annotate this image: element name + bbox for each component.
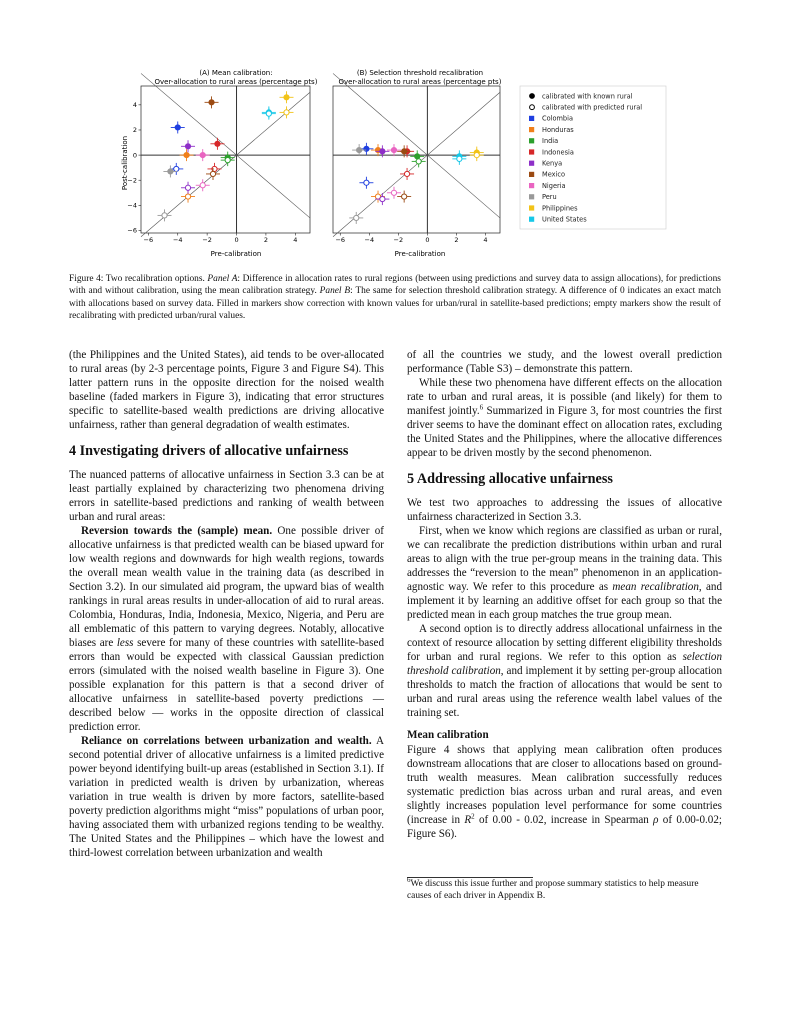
paragraph: A second option is to directly address allocational unfairness in the context of resource allocation by setting different eligibility thresholds for urban and rural regions. We refer to this option as selection threshold calibration, and implement it by setting per-group allocation thresholds to match the fraction of allocations that would be sent to urban and rural areas using the reference wealth label values of the training set. bbox=[407, 623, 722, 719]
y-tick-label: −4 bbox=[127, 201, 137, 210]
data-point-peru bbox=[168, 169, 173, 174]
data-point-indonesia bbox=[215, 141, 220, 146]
panel-a-title: (A) Mean calibration: bbox=[199, 69, 273, 77]
legend-label: Nigeria bbox=[542, 181, 566, 190]
identity-diagonal bbox=[333, 92, 500, 236]
left-column bbox=[69, 348, 384, 860]
data-point-nigeria bbox=[200, 183, 205, 188]
x-tick-label: 0 bbox=[425, 236, 430, 244]
x-tick-label: −2 bbox=[393, 236, 404, 244]
panel-a-subtitle: Over-allocation to rural areas (percentage pts) bbox=[154, 78, 318, 86]
x-tick-label: 2 bbox=[263, 236, 268, 244]
y-tick-label: −6 bbox=[127, 226, 137, 235]
legend-swatch bbox=[529, 194, 534, 199]
data-point-united-states bbox=[266, 111, 271, 116]
paragraph: Figure 4 shows that applying mean calibration often produces downstream allocations that are closer to allocations based on ground-truth wealth measures. Mean calibration successfully reduces systematic prediction bias across urban and rural areas, and even slightly increases population level performance for some countries (increase in $R^2$ of 0.00 - 0.02, increase in Spearman ρ of 0.00-0.02; Figure S6). bbox=[407, 744, 722, 840]
section-heading-4: 4 Investigating drivers of allocative unfairness bbox=[69, 443, 349, 459]
footnote-marker: 6 bbox=[479, 403, 484, 412]
legend-marker bbox=[530, 105, 535, 110]
legend-swatch bbox=[529, 183, 534, 188]
y-tick-label: −2 bbox=[127, 176, 137, 185]
caption-panel-b: Panel B bbox=[319, 286, 351, 297]
caption-panel-a: Panel A bbox=[207, 274, 238, 284]
data-point-nigeria bbox=[200, 153, 205, 158]
x-tick-label: −6 bbox=[335, 236, 346, 244]
x-tick-label: −4 bbox=[172, 236, 183, 244]
x-tick-label: 4 bbox=[483, 236, 488, 244]
legend-label: Peru bbox=[542, 193, 557, 202]
data-point-united-states bbox=[457, 156, 462, 161]
legend-label: Colombia bbox=[542, 114, 573, 123]
data-point-indonesia bbox=[404, 171, 409, 176]
data-point-peru bbox=[357, 147, 362, 152]
legend-label: Indonesia bbox=[542, 148, 574, 157]
legend-label: calibrated with known rural bbox=[542, 92, 633, 101]
data-point-nigeria bbox=[391, 147, 396, 152]
data-point-peru bbox=[162, 213, 167, 218]
paragraph: First, when we know which regions are classified as urban or rural, we can recalibrate the prediction distributions within urban and rural areas to align with the true per-group means in the training data. This addresses the “reversion to the mean” phenomenon in an application-agnostic way. We refer to this procedure as mean recalibration, and implement it by learning an additive offset for each group so that the predicted mean in each group matches the true group mean. bbox=[407, 525, 722, 621]
data-point-honduras bbox=[185, 194, 190, 199]
figure-4-svg bbox=[121, 66, 688, 266]
data-point-kenya bbox=[380, 196, 385, 201]
legend-swatch bbox=[529, 217, 534, 222]
legend-swatch bbox=[529, 172, 534, 177]
panel-b bbox=[333, 73, 500, 244]
data-point-philippines bbox=[284, 110, 289, 115]
y-tick-label: 0 bbox=[132, 151, 137, 160]
figure-caption bbox=[69, 273, 721, 322]
data-point-colombia bbox=[174, 166, 179, 171]
data-point-kenya bbox=[380, 149, 385, 154]
data-point-mexico bbox=[402, 194, 407, 199]
section-heading-5: 5 Addressing allocative unfairness bbox=[407, 471, 613, 487]
run-in-heading: Reliance on correlations between urbanization and wealth. bbox=[81, 735, 372, 747]
run-in-heading: Reversion towards the (sample) mean. bbox=[81, 525, 273, 537]
legend-swatch bbox=[529, 127, 534, 132]
y-axis-label: Post-calibration bbox=[121, 135, 129, 191]
y-tick-label: 2 bbox=[132, 126, 137, 135]
legend-swatch bbox=[529, 161, 534, 166]
caption-text-2: : Difference in allocation rates to rural regions (between using predictions and survey data to assign allocations), for predictions with and without calibration, using the mean calibration strategy. bbox=[69, 274, 721, 297]
data-point-india bbox=[416, 159, 421, 164]
data-point-kenya bbox=[185, 185, 190, 190]
subsection-heading: Mean calibration bbox=[407, 729, 489, 741]
mirror-diagonal bbox=[333, 73, 500, 217]
legend-swatch bbox=[529, 149, 534, 154]
legend-marker bbox=[530, 94, 535, 99]
legend-swatch bbox=[529, 116, 534, 121]
paragraph: (the Philippines and the United States), aid tends to be over-allocated to rural areas (by 2-3 percentage points, Figure 3 and Figure S4). This latter pattern runs in the opposite direction for the noised wealth baseline (faded markers in Figure 3), indicating that error structures specific to satellite-based wealth predictions are driving allocative unfairness, rather than general degradation of wealth estimates. bbox=[69, 349, 384, 431]
legend-label: Mexico bbox=[542, 170, 566, 179]
data-point-philippines bbox=[474, 153, 479, 158]
legend-label: Kenya bbox=[542, 159, 563, 168]
legend-swatch bbox=[529, 205, 534, 210]
figure-4 bbox=[121, 66, 688, 266]
panel-b-title: (B) Selection threshold recalibration bbox=[356, 69, 484, 77]
paragraph: The nuanced patterns of allocative unfairness in Section 3.3 can be at least partially explained by characterizing two phenomena driving errors in satellite-based predictions and ranking of wealth between urban and rural areas: bbox=[69, 469, 384, 523]
data-point-honduras bbox=[184, 153, 189, 158]
footnote: $^6$We discuss this issue further and propose summary statistics to help measure causes of each driver in Appendix B. bbox=[407, 875, 699, 901]
x-tick-label: −4 bbox=[364, 236, 375, 244]
data-point-mexico bbox=[402, 149, 407, 154]
x-tick-label: 2 bbox=[454, 236, 459, 244]
data-point-colombia bbox=[364, 146, 369, 151]
x-tick-label: −6 bbox=[143, 236, 154, 244]
paragraph: Reversion towards the (sample) mean. One possible driver of allocative unfairness is that predicted wealth can be biased upward for low wealth regions and downwards for high wealth regions, towards the overall mean wealth value in the training data (as described in Section 3.2). In our simulated aid program, the upward bias of wealth rankings in rural areas results in under-allocation of aid to rural areas. Colombia, Honduras, India, Indonesia, Mexico, Nigeria, and Peru are all emblematic of this pattern to varying degrees. Notably, allocative biases are less severe for many of these countries with satellite-based errors than would be expected with classical Gaussian prediction errors (simulated with the noised wealth baseline in Figure 3). One possible explanation for this pattern is that a second driver of allocative unfairness in satellite-based poverty predictions — described below — works in the opposite direction of classical prediction error. bbox=[69, 525, 384, 733]
caption-label: Figure 4: bbox=[69, 274, 104, 284]
y-tick-label: 4 bbox=[132, 101, 137, 110]
x-tick-label: 0 bbox=[234, 236, 239, 244]
data-point-nigeria bbox=[391, 190, 396, 195]
data-point-peru bbox=[354, 215, 359, 220]
right-column bbox=[407, 348, 722, 841]
data-point-mexico bbox=[209, 100, 214, 105]
paragraph: Reliance on correlations between urbanization and wealth. A second potential driver of allocative unfairness is a limited predictive power beyond identifying built-up areas (established in Section 3.1). If variation in predicted wealth is driven by urbanization, whereas variation in true wealth is driven by more factors, satellite-based poverty prediction algorithms might “miss” populations of urban poor, having associated them with urbanized regions tending to be wealthy. The United States and the Philippines – which have the lowest and third-lowest correlation between urbanization and wealth bbox=[69, 735, 384, 859]
legend-label: Honduras bbox=[542, 125, 574, 134]
legend-label: United States bbox=[542, 215, 587, 224]
paragraph: We test two approaches to addressing the issues of allocative unfairness characterized in Section 3.3. bbox=[407, 497, 722, 523]
paragraph: of all the countries we study, and the lowest overall prediction performance (Table S3) – demonstrate this pattern. bbox=[407, 349, 722, 375]
legend-label: Philippines bbox=[542, 204, 578, 213]
data-point-colombia bbox=[175, 125, 180, 130]
data-point-mexico bbox=[210, 171, 215, 176]
x-tick-label: −2 bbox=[202, 236, 212, 244]
legend-label: calibrated with predicted rural bbox=[542, 103, 643, 112]
data-point-kenya bbox=[185, 144, 190, 149]
caption-text-3: : The same for selection threshold calibration strategy. A difference of 0 indicates an exact match with allocations based on survey data. Filled in markers show correction with known values for urban/rural in satellite-based predictions; empty markers show the result of recalibrating with predicted urban/rural values. bbox=[69, 286, 721, 321]
caption-text-1: Two recalibration options. bbox=[105, 274, 205, 284]
panel-b-xlabel: Pre-calibration bbox=[394, 250, 446, 258]
panel-a bbox=[127, 73, 310, 244]
data-point-philippines bbox=[284, 95, 289, 100]
x-tick-label: 4 bbox=[293, 236, 298, 244]
data-point-colombia bbox=[364, 180, 369, 185]
data-point-india bbox=[225, 158, 230, 163]
paragraph: While these two phenomena have different effects on the allocation rate to urban and rural areas, it is possible (and likely) for them to manifest jointly.$^6$ Summarized in Figure 3, for most countries the first driver seems to have the dominant effect on allocation rates, excluding the United States and the Philippines, where the allocative differences appear to be driven mostly by the second phenomenon. bbox=[407, 377, 722, 459]
legend-label: India bbox=[542, 137, 559, 146]
legend-swatch bbox=[529, 138, 534, 143]
panel-b-subtitle: Over-allocation to rural areas (percentage pts) bbox=[338, 78, 502, 86]
panel-a-xlabel: Pre-calibration bbox=[210, 250, 262, 258]
